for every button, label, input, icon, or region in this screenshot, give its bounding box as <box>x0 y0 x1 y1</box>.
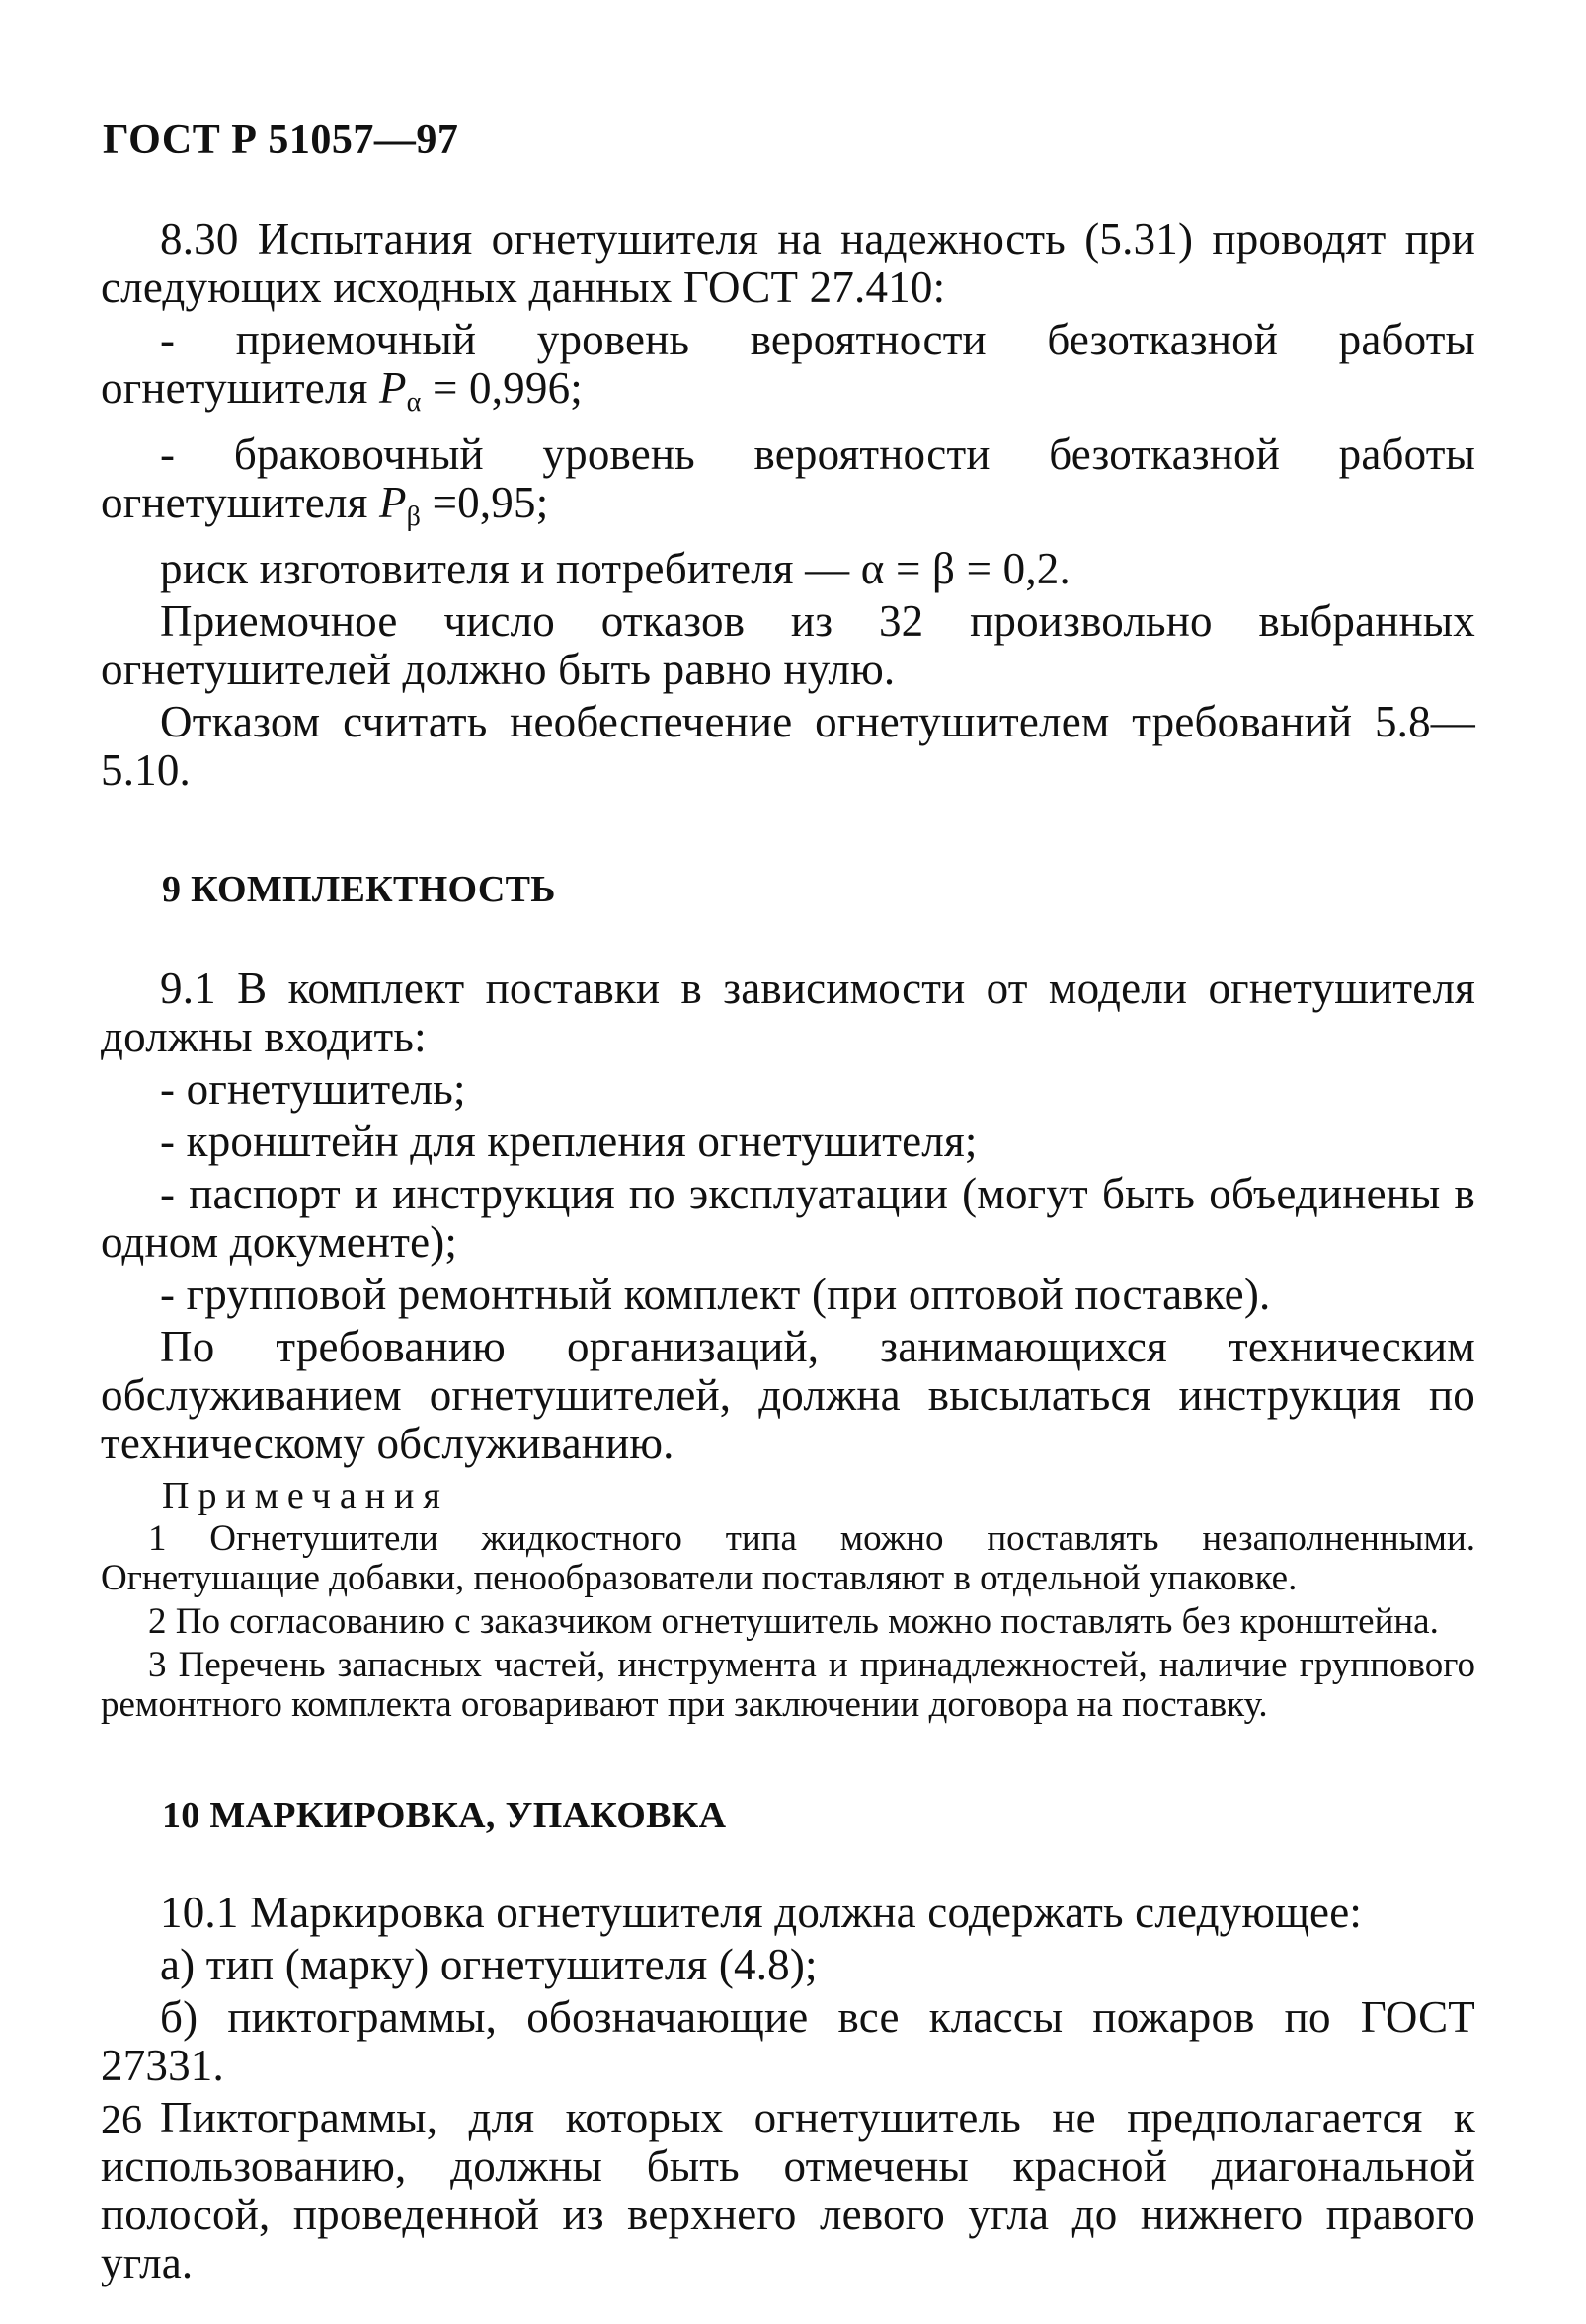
section-heading-10: 10 МАРКИРОВКА, УПАКОВКА <box>162 1795 727 1836</box>
list-item: - групповой ремонтный комплект (при оптовой поставке). <box>160 1270 1271 1319</box>
list-item-text: - браковочный уровень вероятности безотказной работы огнетушителя <box>101 429 1475 527</box>
paragraph-8-30-intro: 8.30 Испытания огнетушителя на надежность (5.31) проводят при следующих исходных данных ГОСТ 27.410: <box>101 214 1475 312</box>
probability-value: = 0,996; <box>421 363 583 413</box>
notes-title: Примечания <box>162 1475 449 1516</box>
list-item-acceptance-level <box>101 316 1475 426</box>
section-heading-9: 9 КОМПЛЕКТНОСТЬ <box>162 869 556 910</box>
paragraph-failure-criterion: Отказом считать необеспечение огнетушителем требований 5.8—5.10. <box>101 697 1475 795</box>
section-10 <box>101 1889 1475 2287</box>
page-number: 26 <box>101 2098 142 2143</box>
document-header: ГОСТ Р 51057—97 <box>103 117 459 163</box>
list-item-rejection-level <box>101 430 1475 541</box>
paragraph-risk: риск изготовителя и потребителя — α = β = 0,2. <box>160 544 1071 593</box>
list-item: а) тип (марку) огнетушителя (4.8); <box>160 1940 818 1989</box>
paragraph-pictograms: Пиктограммы, для которых огнетушитель не предполагается к использованию, должны быть отмечены красной диагональной полосой, проведенной из верхнего левого угла до нижнего правого угла. <box>101 2093 1475 2287</box>
probability-subscript: β <box>406 502 422 532</box>
paragraph-9-1-intro: 9.1 В комплект поставки в зависимости от модели огнетушителя должны входить: <box>101 964 1475 1061</box>
paragraph-10-1-intro: 10.1 Маркировка огнетушителя должна содержать следующее: <box>160 1888 1363 1937</box>
document-body <box>101 215 1475 2291</box>
probability-symbol: P <box>378 363 407 413</box>
note-item: 2 По согласованию с заказчиком огнетушитель можно поставлять без кронштейна. <box>148 1601 1439 1642</box>
probability-value: =0,95; <box>421 478 549 527</box>
paragraph-maintenance: По требованию организаций, занимающихся техническим обслуживанием огнетушителей, должна высылаться инструкция по техническому обслуживанию. <box>101 1322 1475 1468</box>
probability-symbol: P <box>378 478 407 527</box>
section-8-30 <box>101 215 1475 795</box>
note-item: 1 Огнетушители жидкостного типа можно поставлять незаполненными. Огнетушащие добавки, пенообразователи поставляют в отдельной упаковке. <box>101 1518 1475 1598</box>
list-item: - кронштейн для крепления огнетушителя; <box>160 1117 978 1166</box>
list-item: б) пиктограммы, обозначающие все классы пожаров по ГОСТ 27331. <box>101 1992 1475 2090</box>
list-item: - паспорт и инструкция по эксплуатации (могут быть объединены в одном документе); <box>101 1169 1475 1267</box>
note-item: 3 Перечень запасных частей, инструмента и принадлежностей, наличие группового ремонтного комплекта оговаривают при заключении договора на поставку. <box>101 1645 1475 1725</box>
probability-subscript: α <box>406 387 422 418</box>
section-9 <box>101 965 1475 1725</box>
list-item: - огнетушитель; <box>160 1064 466 1114</box>
list-item-text: - приемочный уровень вероятности безотказной работы огнетушителя <box>101 315 1475 413</box>
paragraph-acceptance-number: Приемочное число отказов из 32 произвольно выбранных огнетушителей должно быть равно нулю. <box>101 596 1475 694</box>
